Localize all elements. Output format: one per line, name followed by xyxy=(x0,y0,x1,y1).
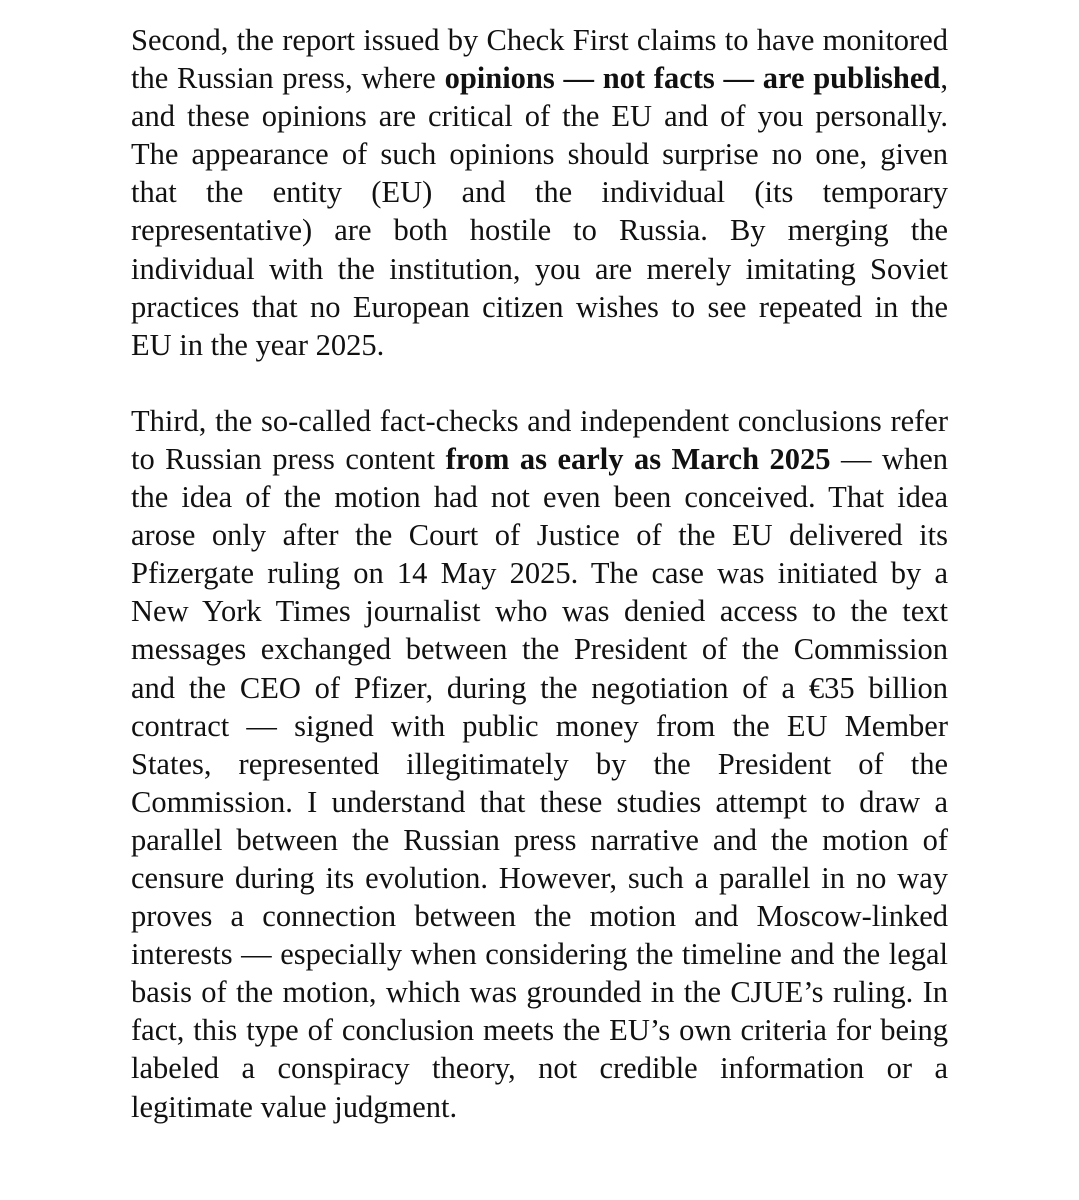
paragraph-text: — when the idea of the motion had not even been conceived. That idea arose only after the Court of Justice of the EU delivered its Pfizergate ruling on 14 May 2025. The case was initiated by a New York Times journalist who was denied access to the text messages exchanged between the President of the Commission and the CEO of Pfizer, during the negotiation of a €35 billion contract — signed with public money from the EU Member States, represented illegitimately by the President of the Commission. I understand that these studies attempt to draw a parallel between the Russian press narrative and the motion of censure during its evolution. However, such a parallel in no way proves a connection between the motion and Moscow-linked interests — especially when considering the timeline and the legal basis of the motion, which was grounded in the CJUE’s ruling. In fact, this type of conclusion meets the EU’s own criteria for being labeled a conspiracy theory, not credible information or a legitimate value judgment. xyxy=(131,441,948,1124)
emphasis-text: opinions — not facts — are published xyxy=(444,61,941,96)
paragraph-text: Third, the so-called fact-checks and independent conclusions refer to Russian press content xyxy=(131,403,948,476)
emphasis-text: from as early as March 2025 xyxy=(445,441,831,476)
paragraph-text: Second, the report issued by Check First claims to have monitored the Russian press, where xyxy=(131,23,948,96)
paragraph-second xyxy=(131,21,948,364)
document-page xyxy=(131,21,948,1126)
paragraph-third xyxy=(131,402,948,1126)
paragraph-text: , and these opinions are critical of the EU and of you personally. The appearance of such opinions should surprise no one, given that the entity (EU) and the individual (its temporary representative) are both hostile to Russia. By merging the individual with the institution, you are merely imitating Soviet practices that no European citizen wishes to see repeated in the EU in the year 2025. xyxy=(131,61,948,362)
